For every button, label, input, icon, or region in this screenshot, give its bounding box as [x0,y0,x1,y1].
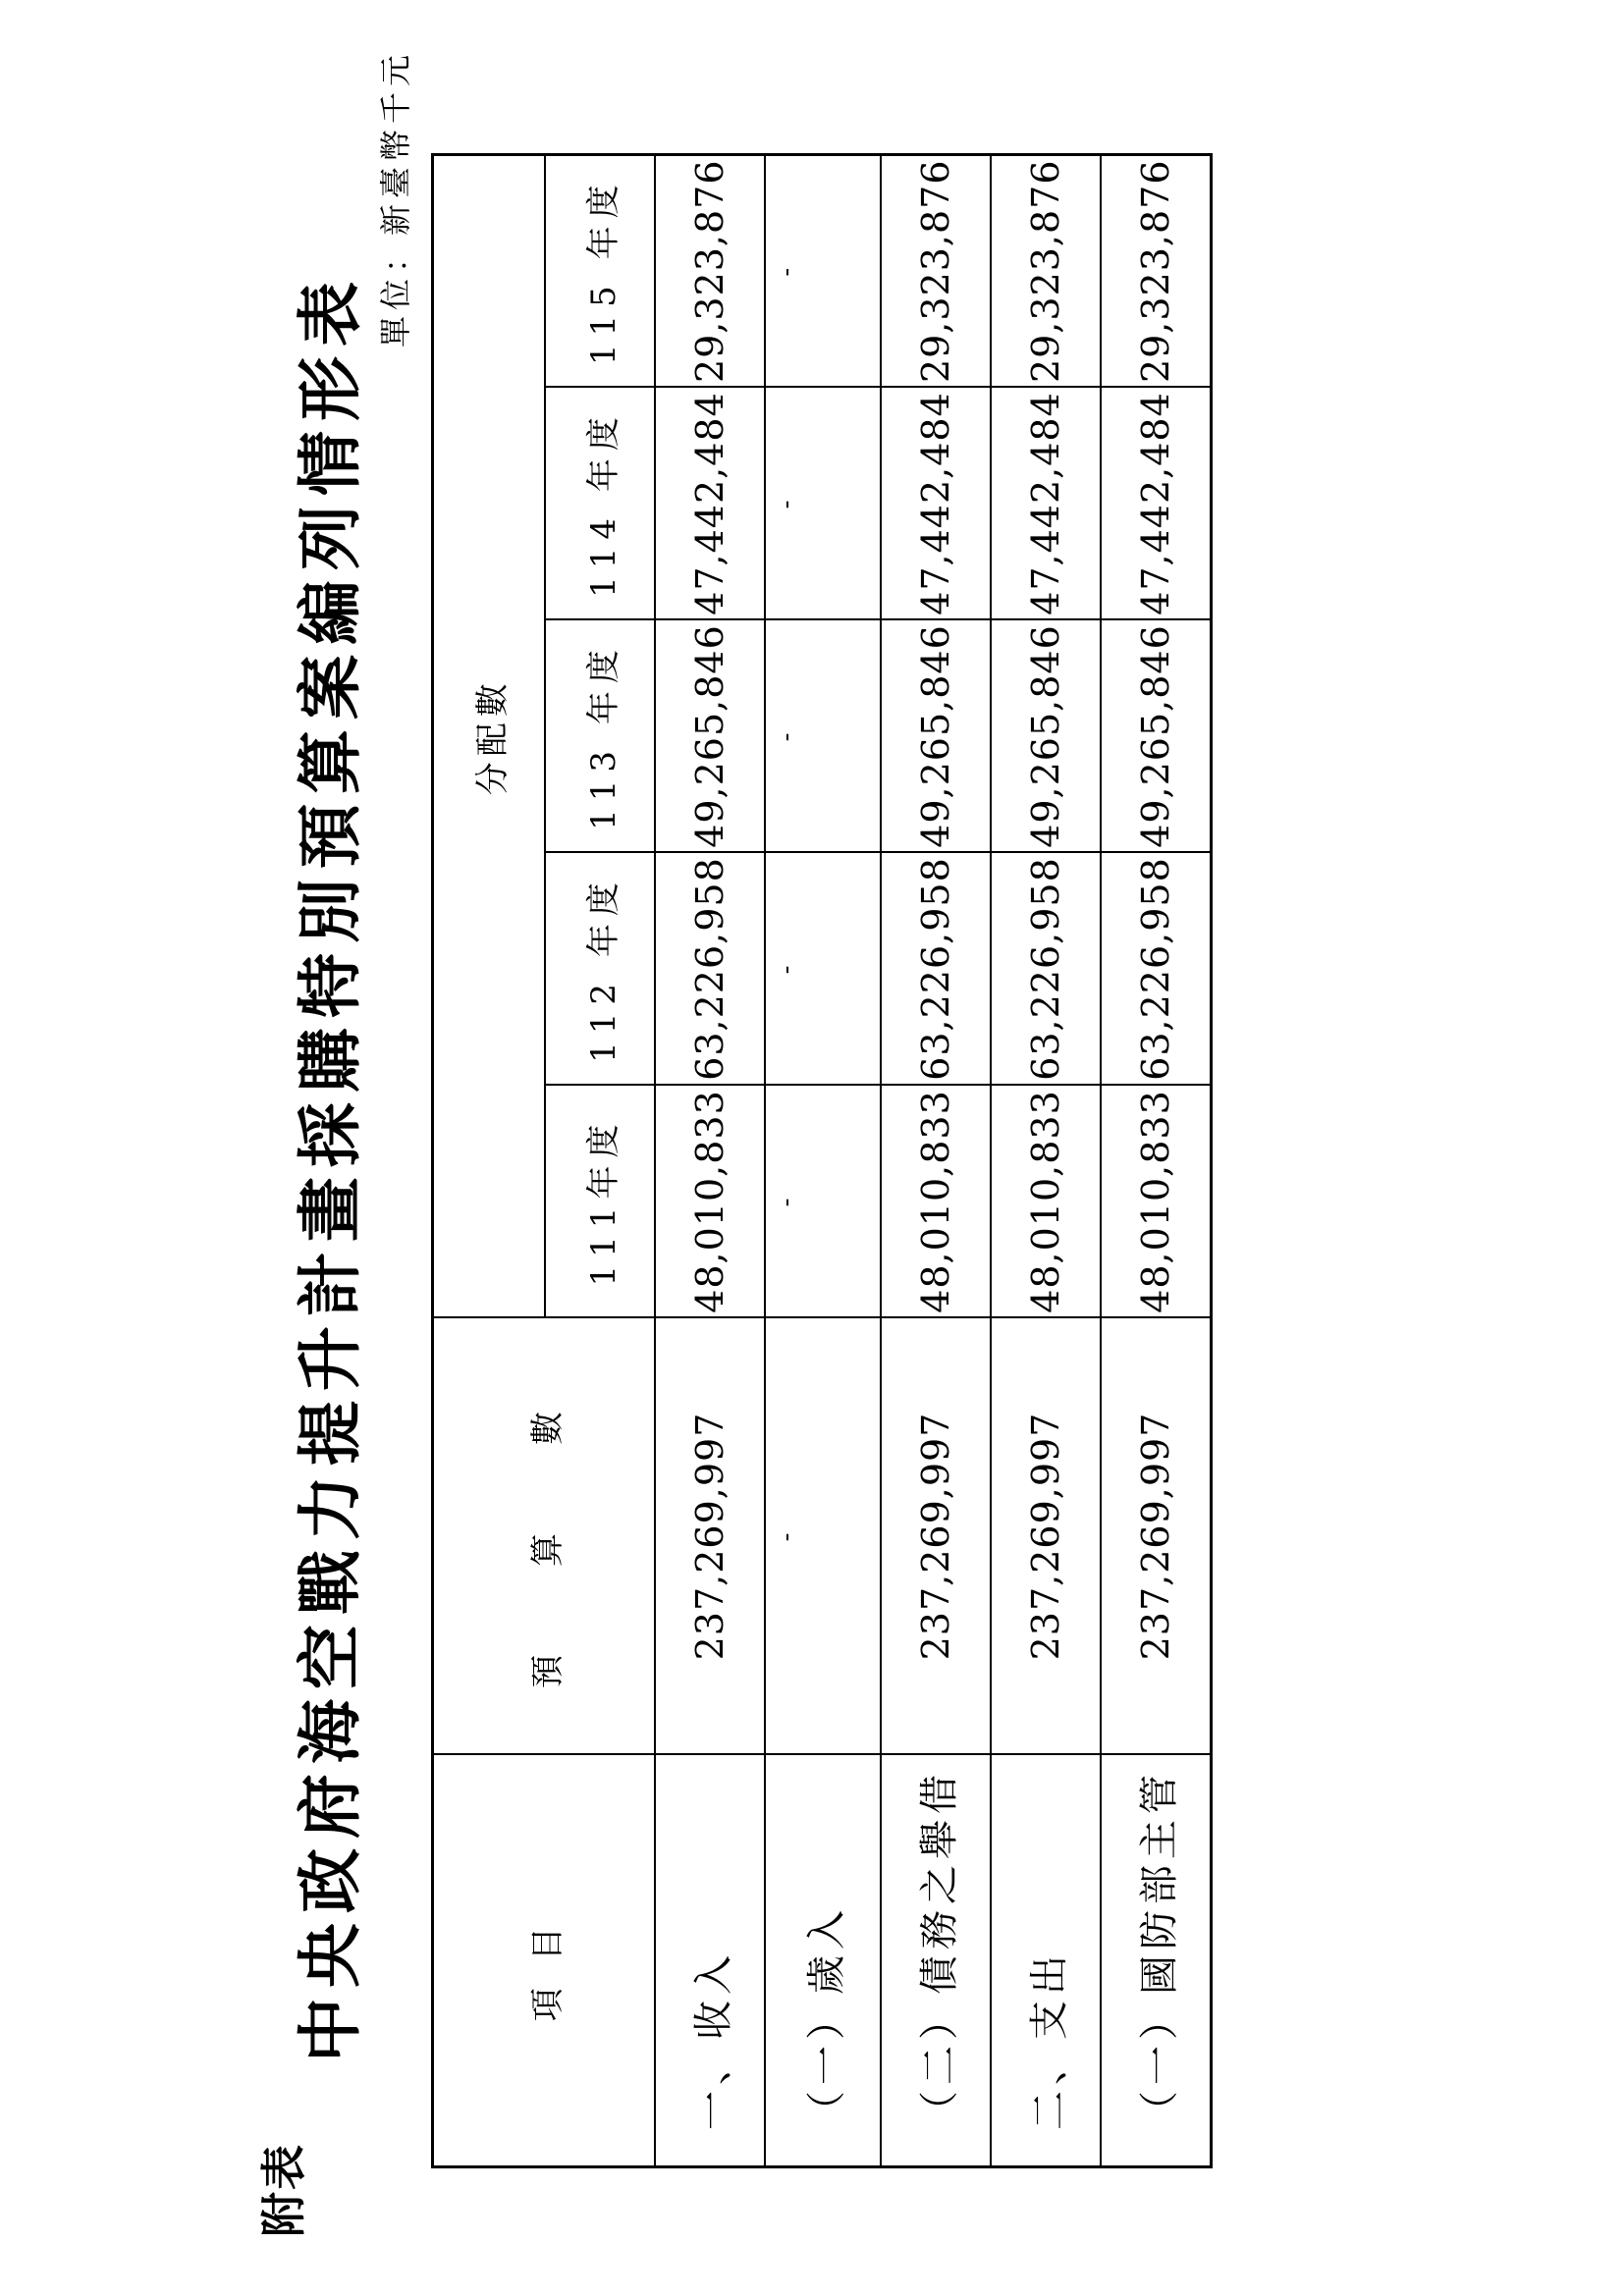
row-label: （一）歲入 [765,1755,881,2167]
value-cell: - [765,853,881,1086]
value-cell: 63,226,958 [1101,853,1212,1086]
value-cell: 48,010,833 [881,1086,991,1318]
value-cell: 29,323,876 [991,155,1101,388]
row-label: （二）債務之舉借 [881,1755,991,2167]
value-cell: 49,265,846 [991,620,1101,853]
header-year-114: 114 年度 [545,388,655,620]
attachment-label: 附表 [257,2143,310,2237]
header-allocation: 分配數 [433,155,546,1318]
value-cell: 47,442,484 [991,388,1101,620]
value-cell: 29,323,876 [655,155,765,388]
header-year-112: 112 年度 [545,853,655,1086]
budget-cell: 237,269,997 [991,1318,1101,1755]
unit-note: 單位：新臺幣千元 [377,49,414,348]
header-budget: 預 算 數 [433,1318,656,1755]
value-cell: 48,010,833 [991,1086,1101,1318]
value-cell: 47,442,484 [1101,388,1212,620]
value-cell: 47,442,484 [655,388,765,620]
budget-cell: - [765,1318,881,1755]
value-cell: 63,226,958 [881,853,991,1086]
value-cell: 49,265,846 [881,620,991,853]
header-year-113: 113 年度 [545,620,655,853]
header-year-111: 111年度 [545,1086,655,1318]
table-row [655,155,765,2167]
table-row [765,155,881,2167]
value-cell: 47,442,484 [881,388,991,620]
row-label: 二、支出 [991,1755,1101,2167]
value-cell: - [765,388,881,620]
budget-cell: 237,269,997 [655,1318,765,1755]
value-cell: 63,226,958 [991,853,1101,1086]
value-cell: 49,265,846 [655,620,765,853]
budget-table [431,153,1213,2168]
value-cell: 29,323,876 [1101,155,1212,388]
value-cell: 49,265,846 [1101,620,1212,853]
row-label: （一）國防部主管 [1101,1755,1212,2167]
value-cell: - [765,1086,881,1318]
row-label: 一、收入 [655,1755,765,2167]
table-row [1101,155,1212,2167]
budget-cell: 237,269,997 [1101,1318,1212,1755]
value-cell: 48,010,833 [655,1086,765,1318]
header-item: 項目 [433,1755,656,2167]
value-cell: - [765,155,881,388]
value-cell: - [765,620,881,853]
budget-cell: 237,269,997 [881,1318,991,1755]
value-cell: 48,010,833 [1101,1086,1212,1318]
table-row [991,155,1101,2167]
value-cell: 29,323,876 [881,155,991,388]
table-row [881,155,991,2167]
document-title: 中央政府海空戰力提升計畫採購特別預算案編列情形表 [293,272,368,2062]
header-year-115: 115 年度 [545,155,655,388]
value-cell: 63,226,958 [655,853,765,1086]
